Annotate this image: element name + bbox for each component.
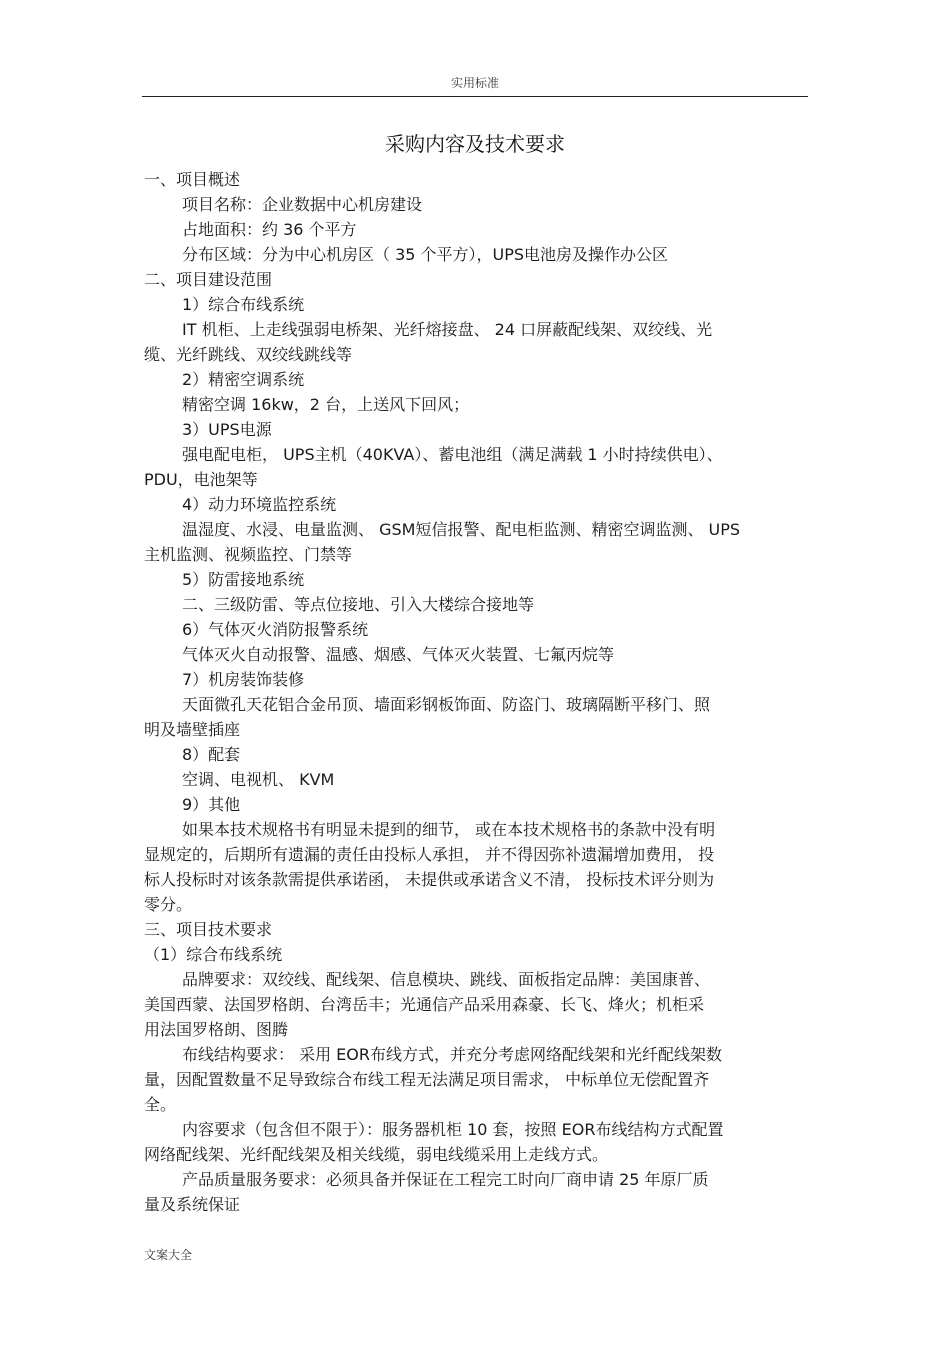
- text-line: IT 机柜、上走线强弱电桥架、光纤熔接盘、 24 口屏蔽配线架、双绞线、光: [182, 320, 713, 339]
- text-line: 品牌要求：双绞线、配线架、信息模块、跳线、面板指定品牌：美国康普、: [182, 970, 711, 989]
- text-line: 标人投标时对该条款需提供承诺函， 未提供或承诺含义不清， 投标技术评分则为: [144, 870, 715, 889]
- document-title: 采购内容及技术要求: [385, 132, 565, 156]
- page-footer: 文案大全: [144, 1248, 193, 1262]
- text-line: 分布区域：分为中心机房区（ 35 个平方），UPS电池房及操作办公区: [182, 245, 669, 264]
- page-header: 实用标准: [450, 76, 499, 90]
- text-line: 空调、电视机、 KVM: [182, 770, 335, 789]
- text-line: 缆、光纤跳线、双绞线跳线等: [144, 345, 353, 364]
- text-line: 占地面积：约 36 个平方: [182, 220, 357, 239]
- text-line: 网络配线架、光纤配线架及相关线缆，弱电线缆采用上走线方式。: [144, 1145, 609, 1164]
- text-line: 4）动力环境监控系统: [182, 495, 337, 514]
- text-line: 8）配套: [182, 745, 241, 764]
- text-line: 1）综合布线系统: [182, 295, 305, 314]
- text-line: 产品质量服务要求：必须具备并保证在工程完工时向厂商申请 25 年原厂质: [182, 1170, 709, 1189]
- text-line: 气体灭火自动报警、温感、烟感、气体灭火装置、七氟丙烷等: [182, 645, 615, 664]
- text-line: 三、项目技术要求: [144, 920, 273, 939]
- text-line: 天面微孔天花铝合金吊顶、墙面彩钢板饰面、防盗门、玻璃隔断平移门、照: [182, 695, 711, 714]
- text-line: 主机监测、视频监控、门禁等: [144, 545, 353, 564]
- text-line: 6）气体灭火消防报警系统: [182, 620, 369, 639]
- text-line: 内容要求（包含但不限于）：服务器机柜 10 套，按照 EOR布线结构方式配置: [182, 1120, 724, 1139]
- text-line: 二、项目建设范围: [144, 270, 273, 289]
- text-line: 项目名称：企业数据中心机房建设: [182, 195, 423, 214]
- text-line: 二、三级防雷、等点位接地、引入大楼综合接地等: [182, 595, 535, 614]
- text-line: 一、项目概述: [144, 170, 241, 189]
- text-line: 5）防雷接地系统: [182, 570, 305, 589]
- text-line: 7）机房装饰装修: [182, 670, 305, 689]
- text-line: 精密空调 16kw，2 台，上送风下回风；: [182, 395, 470, 414]
- text-line: 零分。: [144, 895, 193, 914]
- text-line: 用法国罗格朗、图腾: [144, 1020, 289, 1039]
- text-line: 明及墙壁插座: [144, 720, 241, 739]
- header-rule: [142, 96, 808, 97]
- text-line: 全。: [144, 1095, 177, 1114]
- text-line: 9）其他: [182, 795, 241, 814]
- text-line: 强电配电柜， UPS主机（40KVA）、蓄电池组（满足满载 1 小时持续供电）、: [182, 445, 723, 464]
- text-line: 布线结构要求： 采用 EOR布线方式，并充分考虑网络配线架和光纤配线架数: [182, 1045, 722, 1064]
- text-line: 量及系统保证: [144, 1195, 241, 1214]
- text-line: 显规定的，后期所有遗漏的责任由投标人承担， 并不得因弥补遗漏增加费用， 投: [144, 845, 715, 864]
- document-body: [144, 167, 816, 1217]
- text-line: （1）综合布线系统: [144, 945, 283, 964]
- text-line: 量，因配置数量不足导致综合布线工程无法满足项目需求， 中标单位无偿配置齐: [144, 1070, 710, 1089]
- text-line: 3）UPS电源: [182, 420, 272, 439]
- text-line: 2）精密空调系统: [182, 370, 305, 389]
- text-line: 温湿度、水浸、电量监测、 GSM短信报警、配电柜监测、精密空调监测、 UPS: [182, 520, 741, 539]
- text-line: PDU，电池架等: [144, 470, 258, 489]
- text-line: 美国西蒙、法国罗格朗、台湾岳丰；光通信产品采用森豪、长飞、烽火；机柜采: [144, 995, 705, 1014]
- text-line: 如果本技术规格书有明显未提到的细节， 或在本技术规格书的条款中没有明: [182, 820, 716, 839]
